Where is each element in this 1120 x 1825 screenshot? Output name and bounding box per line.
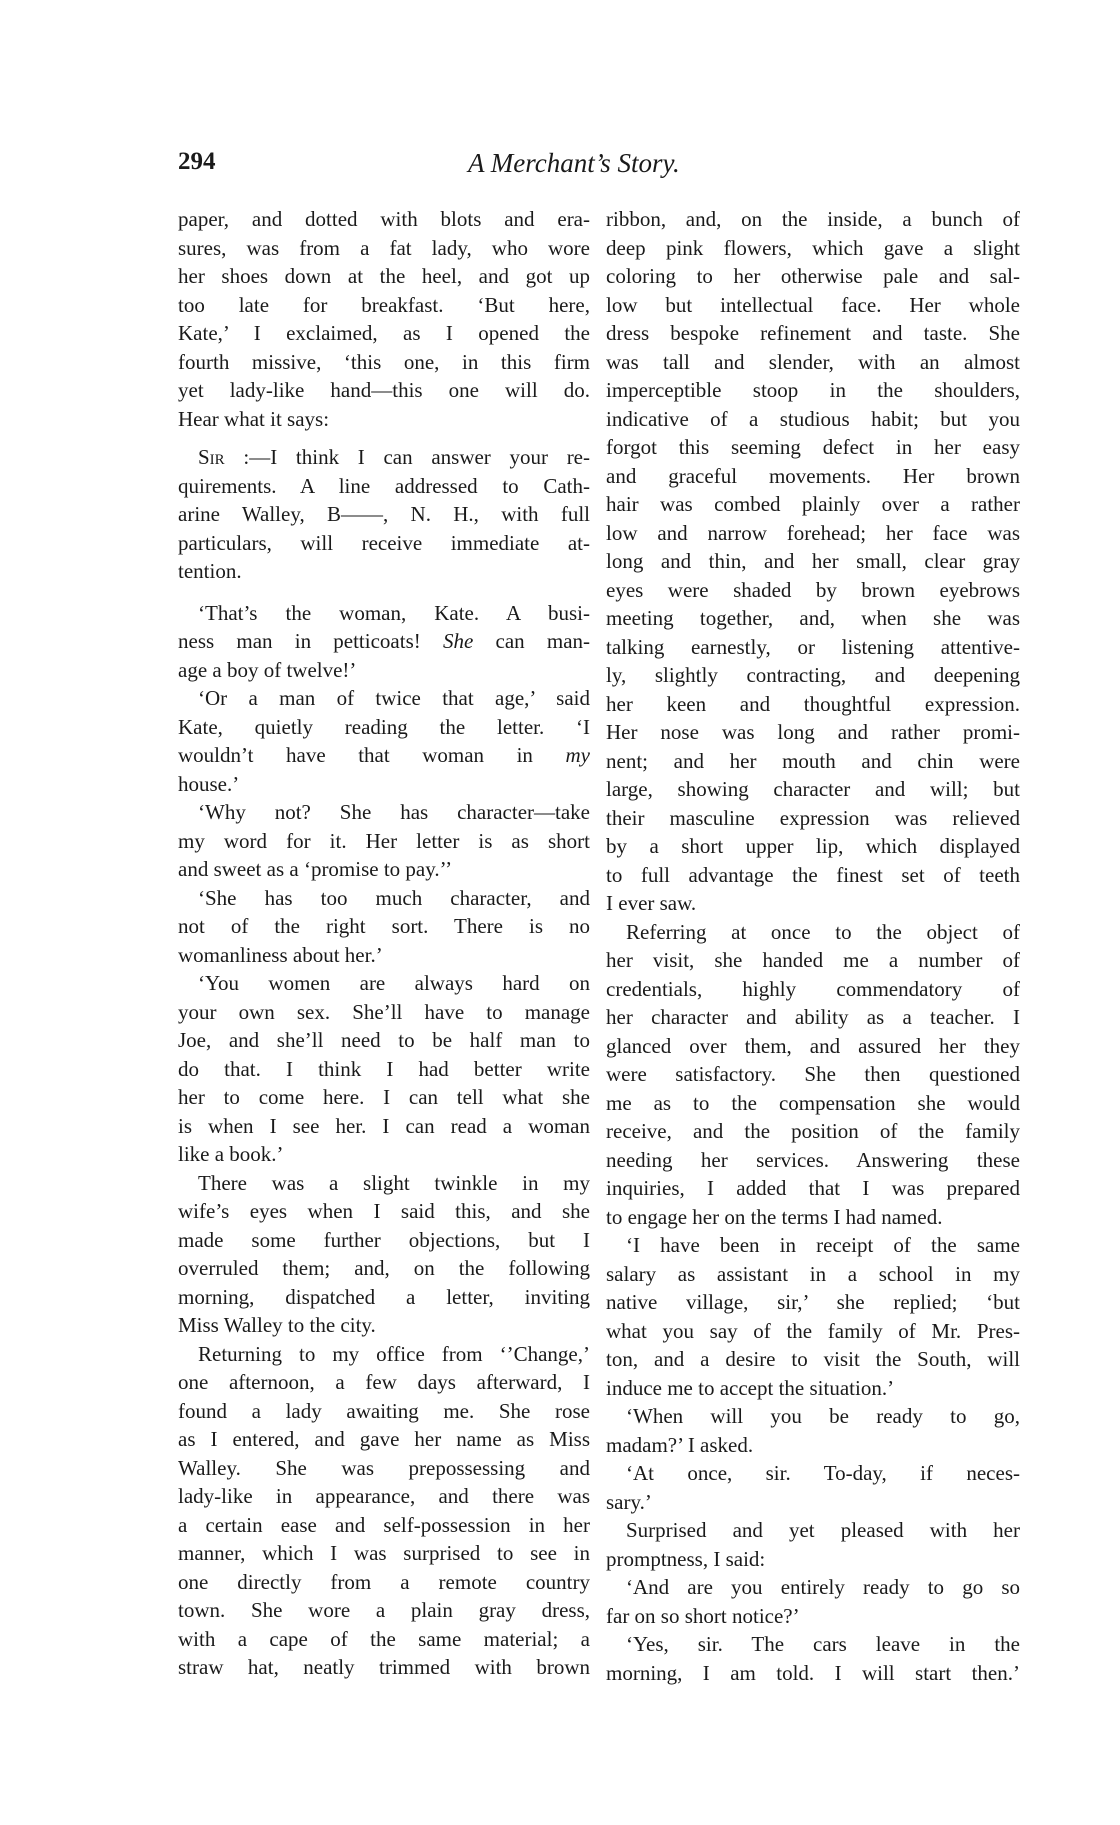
text-line: what you say of the family of Mr. Pres- — [606, 1318, 1020, 1343]
paragraph — [178, 205, 590, 433]
text-line: Kate, quietly reading the letter. ‘I — [178, 714, 590, 739]
text-line: particulars, will receive immediate at- — [178, 530, 590, 555]
text-line: ‘At once, sir. To-day, if neces- — [626, 1461, 1020, 1485]
text-line: sary.’ — [606, 1489, 652, 1514]
text-line: wife’s eyes when I said this, and she — [178, 1199, 590, 1223]
quoted-letter — [178, 443, 590, 586]
text-line: and sweet as a ‘promise to pay.’’ — [178, 857, 453, 881]
text-line: deep pink flowers, which gave a slight — [606, 235, 1020, 260]
text-line: ‘That’s the woman, Kate. A busi- — [198, 600, 590, 625]
text-line: made some further objections, but I — [178, 1227, 590, 1252]
text-line: receive, and the position of the family — [606, 1119, 1020, 1143]
text-line: low but intellectual face. Her whole — [606, 292, 1020, 317]
text-line: low and narrow forehead; her face was — [606, 520, 1020, 545]
text-line: dress bespoke refinement and taste. She — [606, 321, 1020, 345]
text-line: nent; and her mouth and chin were — [606, 748, 1020, 773]
text-line: Referring at once to the object of — [626, 919, 1020, 944]
text-line: her keen and thoughtful expression. — [606, 691, 1020, 716]
text-line: house.’ — [178, 771, 240, 796]
text-line: eyes were shaded by brown eyebrows — [606, 577, 1020, 602]
text-line: talking earnestly, or listening attentive- — [606, 634, 1020, 659]
text-line: her character and ability as a teacher. I — [606, 1005, 1020, 1029]
text-line: quirements. A line addressed to Cath- — [178, 473, 590, 498]
text-line: salary as assistant in a school in my — [606, 1261, 1020, 1286]
text-line: ‘When will you be ready to go, — [626, 1404, 1020, 1428]
text-line: ‘Why not? She has character—take — [198, 800, 590, 824]
paragraph — [178, 599, 590, 685]
text-line: straw hat, neatly trimmed with brown — [178, 1655, 590, 1679]
text-line: ‘She has too much character, and — [198, 885, 590, 910]
text-segment: :—I think I can answer your re- — [224, 445, 590, 469]
text-line: not of the right sort. There is no — [178, 914, 590, 938]
text-segment: can man- — [473, 629, 591, 653]
text-line: coloring to her otherwise pale and sal- — [606, 264, 1020, 288]
text-line: long and thin, and her small, clear gray — [606, 549, 1020, 573]
text-line: ‘Or a man of twice that age,’ said — [198, 686, 590, 710]
right-column — [606, 205, 1020, 1687]
text-line: Her nose was long and rather promi- — [606, 720, 1020, 744]
text-line: your own sex. She’ll have to manage — [178, 999, 590, 1024]
italic-emphasis: my — [565, 743, 590, 767]
text-line — [178, 741, 590, 770]
text-line: meeting together, and, when she was — [606, 606, 1020, 630]
paragraph — [606, 1630, 1020, 1687]
text-line: and graceful movements. Her brown — [606, 463, 1020, 488]
text-line: yet lady-like hand—this one will do. — [178, 378, 590, 402]
page-number: 294 — [178, 148, 216, 175]
text-line: by a short upper lip, which displayed — [606, 834, 1020, 858]
text-line: to engage her on the terms I had named. — [606, 1204, 943, 1229]
paragraph — [606, 205, 1020, 918]
text-line: do that. I think I had better write — [178, 1056, 590, 1081]
text-line: madam?’ I asked. — [606, 1432, 754, 1457]
paragraph — [606, 1573, 1020, 1630]
text-line: one afternoon, a few days afterward, I — [178, 1370, 590, 1394]
text-line: induce me to accept the situation.’ — [606, 1375, 895, 1400]
text-line: my word for it. Her letter is as short — [178, 828, 590, 853]
text-line: native village, sir,’ she replied; ‘but — [606, 1290, 1020, 1314]
page-header — [178, 148, 1020, 184]
text-line: credentials, highly commendatory of — [606, 976, 1020, 1001]
text-line: needing her services. Answering these — [606, 1147, 1020, 1172]
text-line: inquiries, I added that I was prepared — [606, 1176, 1020, 1200]
text-line: paper, and dotted with blots and era- — [178, 207, 590, 231]
text-line: Surprised and yet pleased with her — [626, 1518, 1020, 1542]
small-caps-salutation: Sir — [198, 445, 225, 469]
text-line: town. She wore a plain gray dress, — [178, 1598, 590, 1622]
paragraph — [178, 684, 590, 798]
text-line — [178, 627, 590, 656]
text-line: ‘Yes, sir. The cars leave in the — [626, 1632, 1020, 1656]
text-line: morning, dispatched a letter, inviting — [178, 1284, 590, 1309]
text-line: a certain ease and self-possession in her — [178, 1512, 590, 1537]
text-segment: wouldn’t have that woman in — [178, 743, 566, 767]
text-line: Walley. She was prepossessing and — [178, 1455, 590, 1480]
paragraph — [178, 884, 590, 970]
text-line: me as to the compensation she would — [606, 1090, 1020, 1115]
text-line: ‘And are you entirely ready to go so — [626, 1575, 1020, 1599]
paragraph — [606, 1516, 1020, 1573]
text-line: her shoes down at the heel, and got up — [178, 264, 590, 288]
text-line: womanliness about her.’ — [178, 942, 383, 967]
text-line: as I entered, and gave her name as Miss — [178, 1427, 590, 1451]
paragraph — [178, 1169, 590, 1340]
text-line: is when I see her. I can read a woman — [178, 1113, 590, 1138]
text-line: her visit, she handed me a number of — [606, 948, 1020, 972]
text-line: was tall and slender, with an almost — [606, 349, 1020, 374]
text-line: There was a slight twinkle in my — [198, 1170, 590, 1195]
text-line: ribbon, and, on the inside, a bunch of — [606, 207, 1020, 231]
text-line: fourth missive, ‘this one, in this firm — [178, 349, 590, 374]
text-line: Miss Walley to the city. — [178, 1313, 376, 1337]
text-line: Kate,’ I exclaimed, as I opened the — [178, 321, 590, 345]
text-line: like a book.’ — [178, 1142, 284, 1166]
paragraph — [606, 1402, 1020, 1459]
text-line: ‘I have been in receipt of the same — [626, 1233, 1020, 1257]
text-line: Joe, and she’ll need to be half man to — [178, 1028, 590, 1052]
text-line: hair was combed plainly over a rather — [606, 492, 1020, 516]
text-line: ‘You women are always hard on — [198, 971, 590, 995]
text-line: one directly from a remote country — [178, 1569, 590, 1594]
text-line: lady-like in appearance, and there was — [178, 1484, 590, 1508]
italic-emphasis: She — [442, 629, 474, 653]
text-line: forgot this seeming defect in her easy — [606, 435, 1020, 459]
paragraph — [178, 969, 590, 1169]
text-line: were satisfactory. She then questioned — [606, 1062, 1020, 1086]
text-line: promptness, I said: — [606, 1546, 766, 1571]
text-line: morning, I am told. I will start then.’ — [606, 1660, 1020, 1685]
text-line: ly, slightly contracting, and deepening — [606, 663, 1020, 687]
text-line: ton, and a desire to visit the South, will — [606, 1347, 1020, 1371]
left-column — [178, 205, 590, 1682]
text-line: far on so short notice?’ — [606, 1603, 800, 1628]
text-line: manner, which I was surprised to see in — [178, 1541, 590, 1565]
paragraph — [606, 918, 1020, 1232]
text-line: too late for breakfast. ‘But here, — [178, 292, 590, 317]
text-line: overruled them; and, on the following — [178, 1256, 590, 1280]
text-line: indicative of a studious habit; but you — [606, 406, 1020, 431]
text-line: I ever saw. — [606, 891, 697, 915]
paragraph — [178, 798, 590, 884]
text-line: arine Walley, B——, N. H., with full — [178, 502, 590, 526]
text-line: her to come here. I can tell what she — [178, 1085, 590, 1109]
paragraph — [606, 1459, 1020, 1516]
text-segment: ness man in petticoats! — [178, 629, 443, 653]
text-line: Returning to my office from ‘’Change,’ — [198, 1341, 590, 1366]
text-line: their masculine expression was relieved — [606, 805, 1020, 830]
running-title: A Merchant’s Story. — [468, 148, 680, 178]
text-line: sures, was from a fat lady, who wore — [178, 235, 590, 260]
text-line: tention. — [178, 559, 242, 583]
text-line: glanced over them, and assured her they — [606, 1033, 1020, 1058]
text-line: found a lady awaiting me. She rose — [178, 1398, 590, 1423]
paragraph — [606, 1231, 1020, 1402]
text-line: large, showing character and will; but — [606, 777, 1020, 801]
text-line: to full advantage the finest set of teeth — [606, 862, 1020, 887]
text-line — [178, 443, 590, 472]
text-line: imperceptible stoop in the shoulders, — [606, 378, 1020, 402]
text-line: Hear what it says: — [178, 406, 330, 431]
text-line: with a cape of the same material; a — [178, 1626, 590, 1651]
paragraph — [178, 1340, 590, 1682]
text-line: age a boy of twelve!’ — [178, 657, 357, 682]
